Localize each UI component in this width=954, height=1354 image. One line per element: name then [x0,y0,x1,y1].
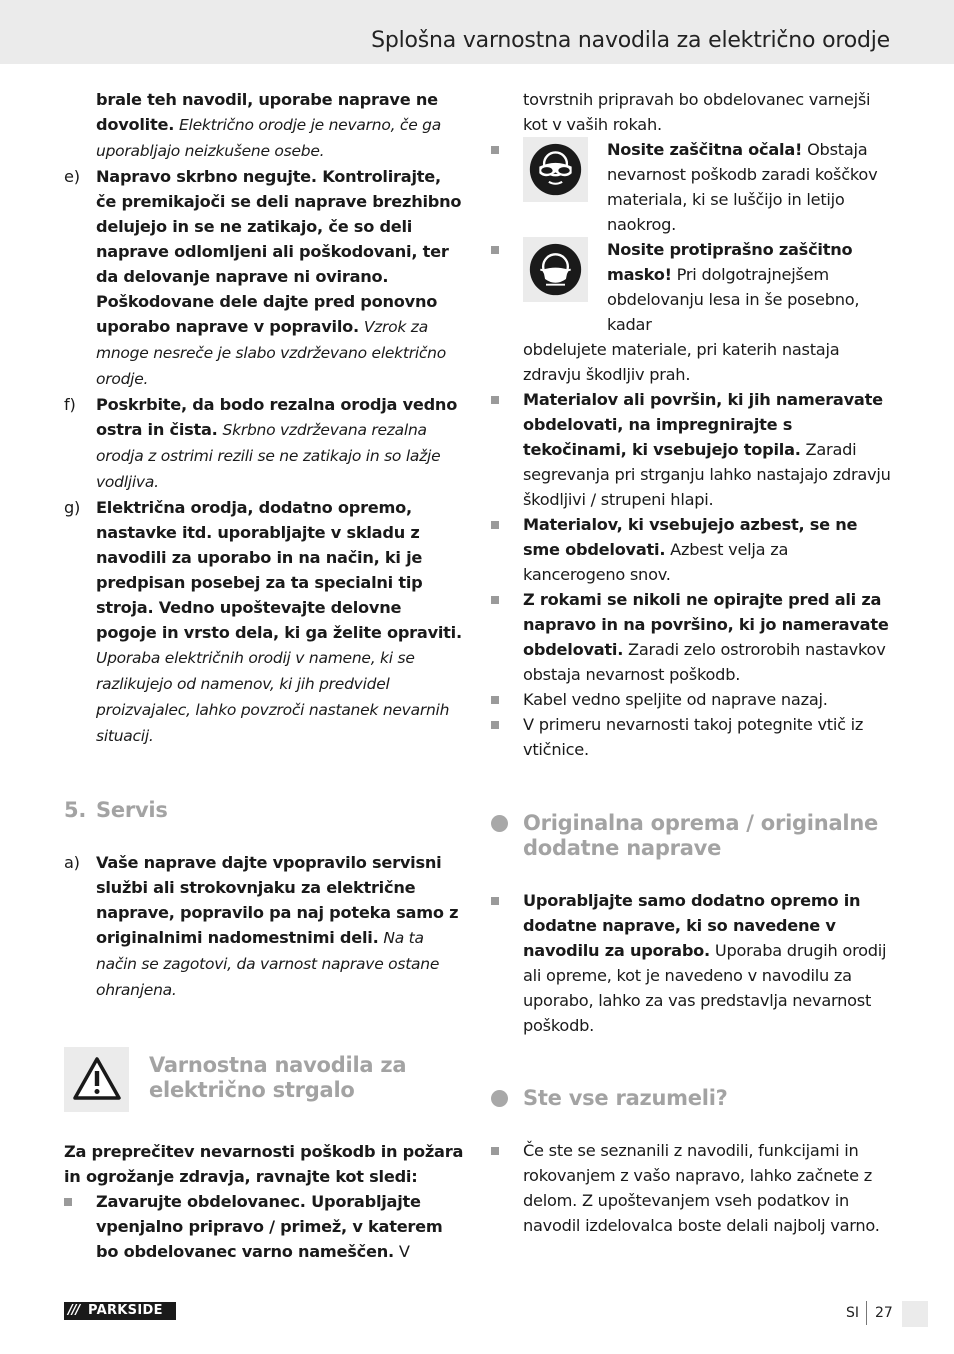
bullet-square [491,521,499,529]
bullet-text: Azbest velja za kancerogeno snov. [523,540,789,584]
bullet-square [491,146,499,154]
logo-name: PARKSIDE [88,1303,163,1318]
mask-bold: Nosite protiprašno zaščitno masko! [607,240,853,284]
item-servis-a [64,850,466,1003]
section-number: 5. [64,798,87,822]
footer-language: SI [846,1305,860,1321]
bullet-bold-text: Materialov ali površin, ki jih nameravate obdelovati, na impregnirajte s tekočinami, ki vsebujejo topila. [523,390,883,459]
item-bold-text: brale teh navodil, uporabe naprave ne dovolite. [96,90,438,134]
bullet-item [491,712,893,762]
warning-intro: Za preprečitev nevarnosti poškodb in požara in ogrožanje zdravja, ravnajte kot sledi: [64,1142,464,1186]
parkside-logo [64,1302,176,1320]
bullet-item [491,888,893,1038]
bullet-item [491,512,893,587]
item-bold-text: Poskrbite, da bodo rezalna orodja vedno ostra in čista. [96,395,458,439]
section-dot [491,815,508,832]
bullet-bold-text: Zavarujte obdelovanec. Uporabljajte vpenjalno pripravo / primež, v katerem bo obdelovanec varno nameščen. [96,1192,443,1261]
bullet-item [491,387,893,512]
page-header-title: Splošna varnostna navodila za električno orodje [371,28,890,53]
paragraph-continuation: tovrstnih pripravah bo obdelovanec varnejši kot v vaših rokah. [523,90,871,134]
mask-icon-box [523,237,588,302]
goggles-bold: Nosite zaščitna očala! [607,140,803,159]
goggles-text: Obstaja nevarnost poškodb zaradi koščkov materiala, ki se luščijo in letijo naokrog. [607,140,878,234]
warning-triangle-icon [73,1057,121,1101]
mask-continuation: obdelujete materiale, pri katerih nastaja zdravju škodljiv prah. [523,340,840,384]
item-italic-text: Električno orodje je nevarno, če ga uporabljajo neizkušene osebe. [96,116,441,160]
section-heading-understood [491,1086,893,1111]
item-e [64,164,466,392]
bullet-square [491,246,499,254]
logo-slashes: /// [68,1303,80,1318]
bullet-item [491,587,893,687]
bullet-text: Zaradi segrevanja pri strganju lahko nastajajo zdravju škodljivi / strupeni hlapi. [523,440,891,509]
bullet-bold-text: Z rokami se nikoli ne opirajte pred ali za napravo in na površino, ki jo nameravate obdelovati. [523,590,889,659]
bullet-bold-text: Uporabljajte samo dodatno opremo in dodatne naprave, ki so navedene v navodilu za uporabo. [523,891,861,960]
item-g [64,495,466,749]
bullet-text: Zaradi zelo ostrorobih nastavkov obstaja nevarnost poškodb. [523,640,886,684]
warning-bullet [64,1189,466,1264]
mask-item [491,237,893,337]
item-label: a) [64,853,80,872]
bullet-square [491,897,499,905]
item-bold-text: Vaše naprave dajte vpopravilo servisni službi ali strokovnjaku za električne naprave, popravilo pa naj poteka samo z originalnimi nadomestnimi deli. [96,853,459,947]
item-label: e) [64,167,80,186]
item-italic-text: Vzrok za mnoge nesreče je slabo vzdrževano električno orodje. [96,318,446,388]
bullet-text: Uporaba drugih orodij ali opreme, kot je navedeno v navodilu za uporabo, lahko za vas predstavlja nevarnost poškodb. [523,941,887,1035]
goggles-icon-box [523,137,588,202]
bullet-text: Če ste se seznanili z navodili, funkcijami in rokovanjem z vašo napravo, lahko začnete z delom. Z upoštevanjem vseh podatkov in navodil izdelovalca boste delali najbolj varno. [523,1141,880,1235]
item-italic-text: Uporaba električnih orodij v namene, ki se razlikujejo od namenov, ki jih predvidel proizvajalec, lahko povzroči nastanek nevarnih situacij. [96,649,450,745]
bullet-square [491,1147,499,1155]
item-bold-text: Napravo skrbno negujte. Kontrolirajte, če premikajoči se deli naprave brezhibno delujejo in se ne zatikajo, če so deli naprave odlomljeni ali poškodovani, ter da delovanje naprave ni ovirano. Poškodovane dele dajte pred ponovno uporabo naprave v popravilo. [96,167,462,336]
footer-divider [866,1301,867,1325]
right-column [491,87,893,1238]
bullet-square [64,1198,72,1206]
bullet-square [491,696,499,704]
section-title: Servis [96,798,168,822]
footer-box [902,1301,928,1327]
bullet-square [491,721,499,729]
section-title: Ste vse razumeli? [523,1086,728,1110]
bullet-text: V primeru nevarnosti takoj potegnite vtič iz vtičnice. [523,715,864,759]
warning-icon-box [64,1047,129,1112]
item-d-continuation [64,87,466,164]
bullet-text: Kabel vedno speljite od naprave nazaj. [523,690,828,709]
bullet-square [491,396,499,404]
left-column [64,87,466,1264]
warning-heading [64,1047,466,1113]
section-dot [491,1090,508,1107]
item-label: g) [64,498,81,517]
item-bold-text: Električna orodja, dodatno opremo, nastavke itd. uporabljajte v skladu z navodili za uporabo in na način, ki je predpisan posebej za ta specialni tip stroja. Vedno upoštevajte delovne pogoje in vrsto dela, ki ga želite opraviti. [96,498,462,642]
section-heading-servis [64,798,466,823]
item-italic-text: Skrbno vzdrževana rezalna orodja z ostrimi rezili se ne zatikajo in so lažje vodljiva. [96,421,441,491]
dust-mask-icon [527,241,584,298]
section-heading-original [491,811,893,861]
bullet-square [491,596,499,604]
safety-goggles-icon [527,141,584,198]
page-number: 27 [875,1305,893,1321]
item-f [64,392,466,495]
item-italic-text: Na ta način se zagotovi, da varnost naprave ostane ohranjena. [96,929,440,999]
warning-title: Varnostna navodila za električno strgalo [149,1053,407,1102]
bullet-item [491,1138,893,1238]
goggles-item [491,137,893,237]
bullet-bold-text: Materialov, ki vsebujejo azbest, se ne sme obdelovati. [523,515,858,559]
bullet-text: V [398,1242,410,1261]
section-title: Originalna oprema / originalne dodatne naprave [523,811,879,860]
bullet-item [491,687,893,712]
mask-text: Pri dolgotrajnejšem obdelovanju lesa in še posebno, kadar [607,265,860,334]
item-label: f) [64,395,76,414]
